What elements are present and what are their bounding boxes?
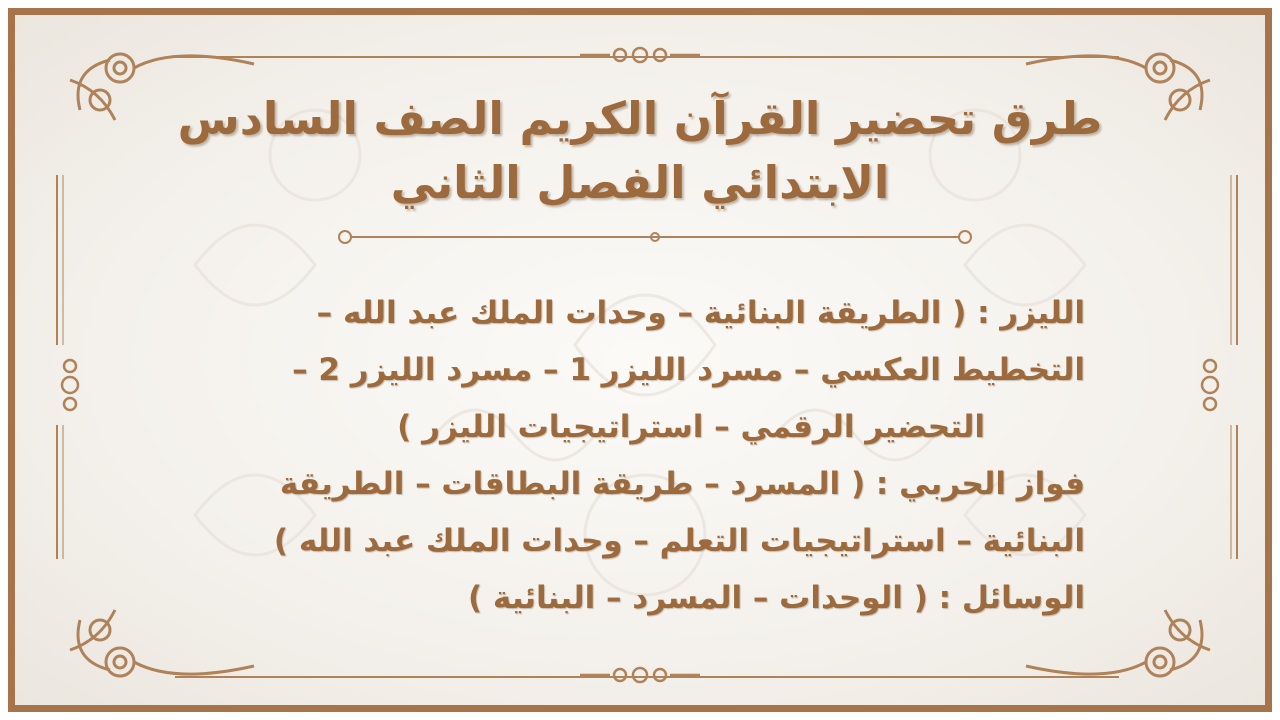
page-title [165,87,1115,215]
body-line: فواز الحربي : ( المسرد – طريقة البطاقات – الطريقة [279,466,1085,502]
divider-flourish-icon [580,660,700,690]
body-line: الليزر : ( الطريقة البنائية – وحدات الملك عبد الله – [316,295,1085,331]
divider-flourish-icon [580,40,700,70]
slide-frame [8,8,1272,712]
body-text [205,285,1085,627]
body-line: الوسائل : ( الوحدات – المسرد – البنائية ) [467,580,1085,616]
title-line-1: طرق تحضير القرآن الكريم الصف السادس [177,92,1103,145]
divider-flourish-icon [310,225,1000,249]
side-flourish-icon [50,350,90,420]
body-line: البنائية – استراتيجيات التعلم – وحدات الملك عبد الله ) [273,523,1085,559]
side-flourish-icon [1190,350,1230,420]
body-line: التحضير الرقمي – استراتيجيات الليزر ) [397,409,985,445]
body-line: التخطيط العكسي – مسرد الليزر 1 – مسرد الليزر 2 – [292,352,1085,388]
title-line-2: الابتدائي الفصل الثاني [390,156,890,209]
